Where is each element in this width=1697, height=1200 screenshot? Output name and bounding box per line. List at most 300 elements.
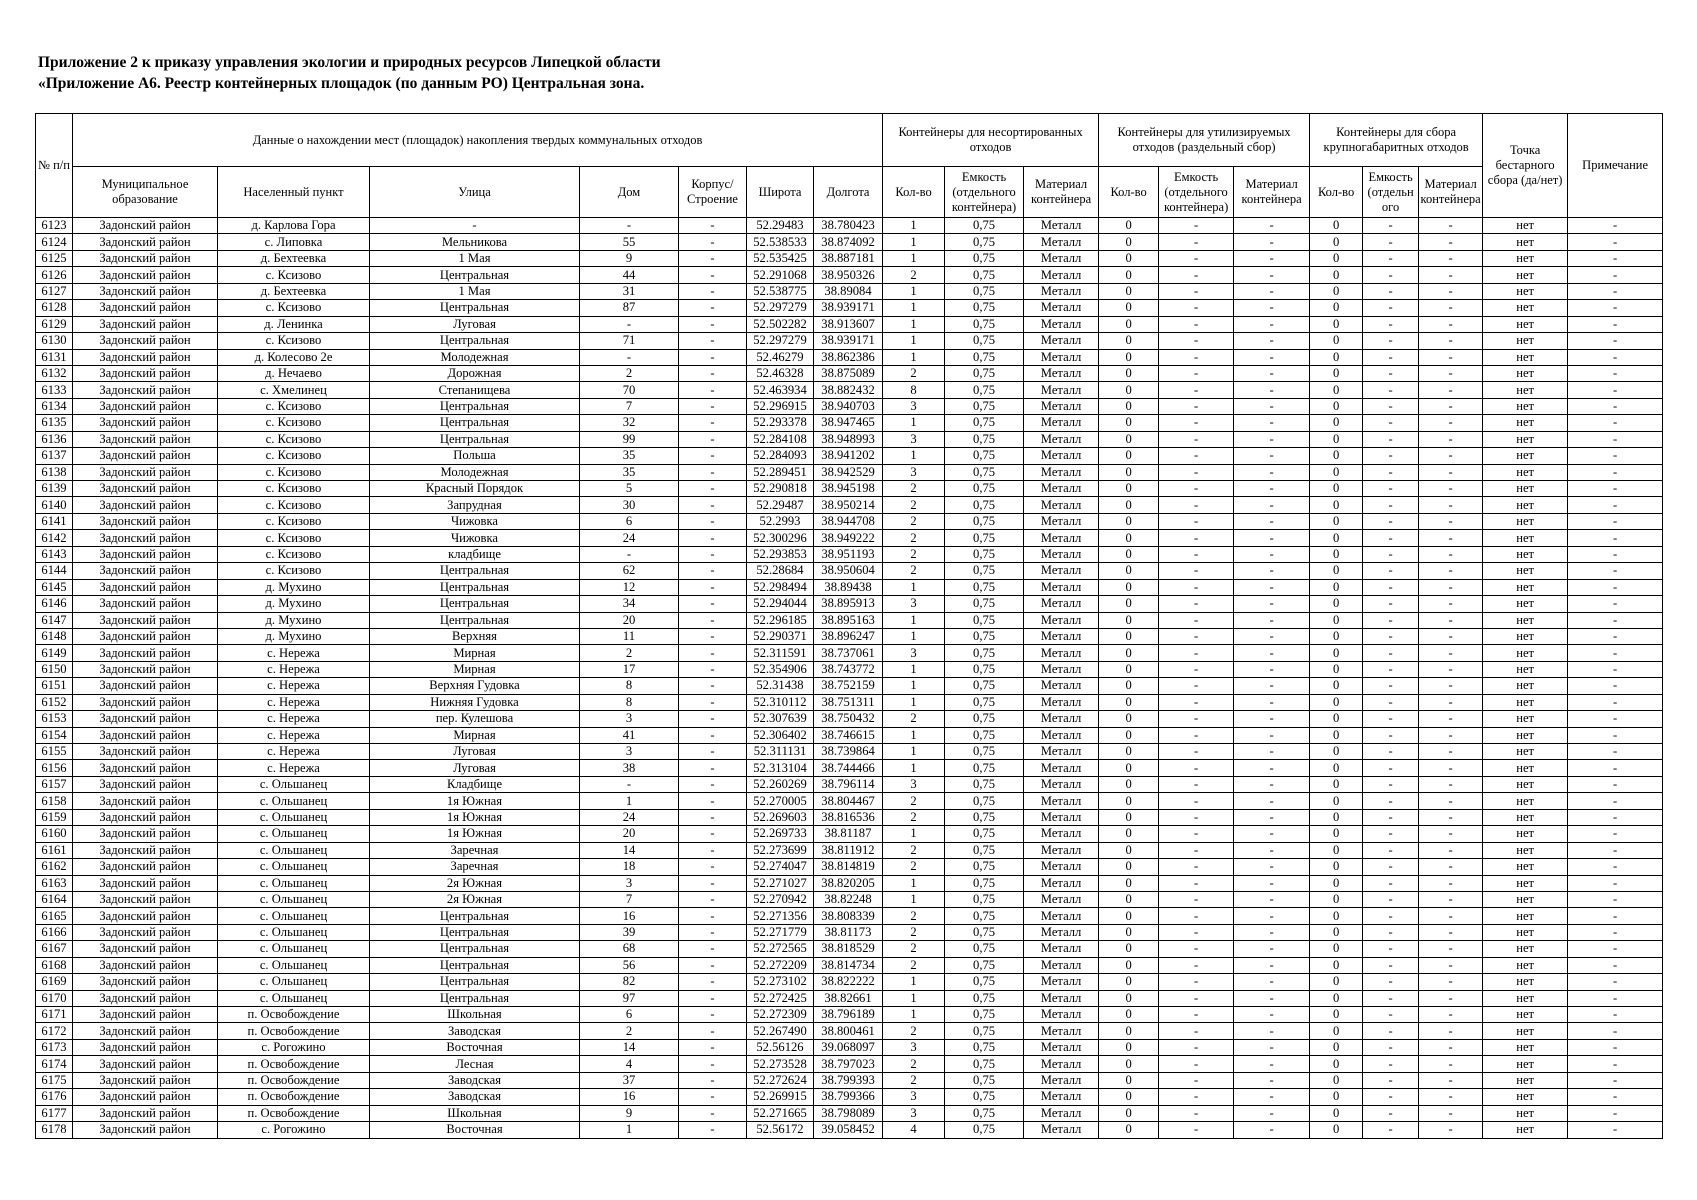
cell-unsorted-capacity: 0,75	[945, 875, 1024, 891]
cell-unsorted-material: Металл	[1024, 875, 1099, 891]
cell-municipality: Задонский район	[73, 267, 218, 283]
cell-recycled-capacity: -	[1159, 234, 1234, 250]
cell-recycled-material: -	[1234, 1122, 1310, 1138]
cell-municipality: Задонский район	[73, 908, 218, 924]
cell-settlement: с. Ольшанец	[218, 793, 370, 809]
table-row	[36, 382, 1663, 398]
cell-recycled-capacity: -	[1159, 448, 1234, 464]
cell-unsorted-capacity: 0,75	[945, 990, 1024, 1006]
cell-note: -	[1568, 1056, 1663, 1072]
cell-num: 6130	[36, 333, 73, 349]
cell-municipality: Задонский район	[73, 661, 218, 677]
cell-municipality: Задонский район	[73, 612, 218, 628]
cell-note: -	[1568, 218, 1663, 234]
cell-num: 6170	[36, 990, 73, 1006]
title-line-2: «Приложение А6. Реестр контейнерных площадок (по данным РО) Центральная зона.	[38, 75, 645, 92]
cell-unsorted-capacity: 0,75	[945, 267, 1024, 283]
cell-street: Центральная	[370, 957, 580, 973]
cell-unsorted-count: 1	[883, 415, 945, 431]
cell-unsorted-count: 2	[883, 711, 945, 727]
cell-recycled-count: 0	[1099, 481, 1159, 497]
cell-recycled-count: 0	[1099, 250, 1159, 266]
table-row	[36, 776, 1663, 792]
cell-house: 24	[580, 809, 679, 825]
cell-unsorted-material: Металл	[1024, 365, 1099, 381]
cell-note: -	[1568, 826, 1663, 842]
cell-note: -	[1568, 398, 1663, 414]
cell-unsorted-material: Металл	[1024, 957, 1099, 973]
cell-point: нет	[1483, 908, 1568, 924]
cell-building: -	[679, 513, 747, 529]
cell-recycled-material: -	[1234, 530, 1310, 546]
cell-street: 2я Южная	[370, 891, 580, 907]
cell-point: нет	[1483, 875, 1568, 891]
cell-recycled-count: 0	[1099, 382, 1159, 398]
cell-municipality: Задонский район	[73, 513, 218, 529]
cell-num: 6125	[36, 250, 73, 266]
cell-lon: 38.739864	[814, 744, 883, 760]
cell-recycled-count: 0	[1099, 891, 1159, 907]
cell-num: 6159	[36, 809, 73, 825]
cell-unsorted-material: Металл	[1024, 1105, 1099, 1121]
cell-point: нет	[1483, 809, 1568, 825]
cell-point: нет	[1483, 776, 1568, 792]
cell-street: Дорожная	[370, 365, 580, 381]
cell-unsorted-material: Металл	[1024, 645, 1099, 661]
cell-unsorted-count: 1	[883, 448, 945, 464]
header-unsorted-capacity: Емкость (отдельного контейнера)	[945, 167, 1024, 218]
cell-recycled-material: -	[1234, 628, 1310, 644]
cell-municipality: Задонский район	[73, 924, 218, 940]
cell-recycled-material: -	[1234, 283, 1310, 299]
cell-point: нет	[1483, 431, 1568, 447]
cell-unsorted-count: 1	[883, 826, 945, 842]
cell-recycled-count: 0	[1099, 875, 1159, 891]
cell-settlement: с. Ольшанец	[218, 809, 370, 825]
cell-municipality: Задонский район	[73, 760, 218, 776]
table-row	[36, 283, 1663, 299]
cell-house: 97	[580, 990, 679, 1006]
header-point: Точка бестарного сбора (да/нет)	[1483, 114, 1568, 218]
cell-recycled-capacity: -	[1159, 513, 1234, 529]
cell-unsorted-count: 2	[883, 842, 945, 858]
cell-unsorted-count: 2	[883, 809, 945, 825]
cell-street: Мельникова	[370, 234, 580, 250]
cell-street: Заречная	[370, 842, 580, 858]
cell-unsorted-count: 1	[883, 760, 945, 776]
cell-house: 31	[580, 283, 679, 299]
cell-recycled-material: -	[1234, 891, 1310, 907]
cell-note: -	[1568, 1023, 1663, 1039]
cell-recycled-count: 0	[1099, 744, 1159, 760]
table-row	[36, 1072, 1663, 1088]
cell-street: Чижовка	[370, 513, 580, 529]
cell-bulky-capacity: -	[1363, 415, 1419, 431]
cell-unsorted-count: 3	[883, 776, 945, 792]
cell-bulky-capacity: -	[1363, 513, 1419, 529]
cell-street: Центральная	[370, 974, 580, 990]
cell-municipality: Задонский район	[73, 1039, 218, 1055]
cell-building: -	[679, 974, 747, 990]
cell-num: 6147	[36, 612, 73, 628]
cell-note: -	[1568, 563, 1663, 579]
cell-recycled-count: 0	[1099, 727, 1159, 743]
table-row	[36, 579, 1663, 595]
cell-settlement: с. Ольшанец	[218, 826, 370, 842]
cell-lon: 38.895913	[814, 596, 883, 612]
cell-num: 6128	[36, 300, 73, 316]
cell-settlement: с. Нережа	[218, 661, 370, 677]
cell-settlement: с. Ксизово	[218, 398, 370, 414]
cell-note: -	[1568, 382, 1663, 398]
cell-municipality: Задонский район	[73, 628, 218, 644]
header-house: Дом	[580, 167, 679, 218]
cell-street: Польша	[370, 448, 580, 464]
cell-note: -	[1568, 546, 1663, 562]
cell-lon: 38.744466	[814, 760, 883, 776]
cell-note: -	[1568, 727, 1663, 743]
cell-municipality: Задонский район	[73, 234, 218, 250]
cell-street: Заводская	[370, 1023, 580, 1039]
cell-bulky-material: -	[1419, 497, 1483, 513]
cell-street: пер. Кулешова	[370, 711, 580, 727]
cell-note: -	[1568, 349, 1663, 365]
cell-unsorted-count: 1	[883, 661, 945, 677]
cell-settlement: с. Ольшанец	[218, 875, 370, 891]
cell-recycled-material: -	[1234, 481, 1310, 497]
cell-num: 6163	[36, 875, 73, 891]
cell-num: 6127	[36, 283, 73, 299]
cell-bulky-capacity: -	[1363, 1039, 1419, 1055]
cell-settlement: с. Ксизово	[218, 530, 370, 546]
table-row	[36, 990, 1663, 1006]
cell-bulky-count: 0	[1310, 1122, 1363, 1138]
cell-note: -	[1568, 513, 1663, 529]
cell-unsorted-count: 1	[883, 694, 945, 710]
cell-bulky-count: 0	[1310, 678, 1363, 694]
cell-lat: 52.2993	[747, 513, 814, 529]
cell-building: -	[679, 1089, 747, 1105]
cell-recycled-capacity: -	[1159, 744, 1234, 760]
cell-note: -	[1568, 628, 1663, 644]
cell-settlement: д. Карлова Гора	[218, 218, 370, 234]
cell-unsorted-material: Металл	[1024, 760, 1099, 776]
cell-lon: 38.950326	[814, 267, 883, 283]
header-unsorted-count: Кол-во	[883, 167, 945, 218]
table-header	[36, 114, 1663, 218]
cell-num: 6176	[36, 1089, 73, 1105]
cell-bulky-count: 0	[1310, 234, 1363, 250]
cell-bulky-capacity: -	[1363, 563, 1419, 579]
cell-municipality: Задонский район	[73, 398, 218, 414]
cell-street: 1 Мая	[370, 283, 580, 299]
cell-note: -	[1568, 711, 1663, 727]
cell-building: -	[679, 497, 747, 513]
cell-bulky-capacity: -	[1363, 596, 1419, 612]
cell-building: -	[679, 448, 747, 464]
cell-bulky-capacity: -	[1363, 793, 1419, 809]
cell-unsorted-material: Металл	[1024, 513, 1099, 529]
cell-point: нет	[1483, 727, 1568, 743]
cell-street: Луговая	[370, 760, 580, 776]
table-row	[36, 612, 1663, 628]
cell-recycled-capacity: -	[1159, 924, 1234, 940]
cell-bulky-material: -	[1419, 431, 1483, 447]
cell-bulky-material: -	[1419, 530, 1483, 546]
cell-unsorted-material: Металл	[1024, 267, 1099, 283]
cell-lon: 38.939171	[814, 333, 883, 349]
cell-unsorted-count: 1	[883, 990, 945, 1006]
cell-building: -	[679, 382, 747, 398]
cell-building: -	[679, 661, 747, 677]
cell-house: 3	[580, 744, 679, 760]
cell-municipality: Задонский район	[73, 891, 218, 907]
cell-unsorted-capacity: 0,75	[945, 481, 1024, 497]
cell-lat: 52.56126	[747, 1039, 814, 1055]
cell-settlement: с. Хмелинец	[218, 382, 370, 398]
cell-building: -	[679, 333, 747, 349]
cell-lon: 38.816536	[814, 809, 883, 825]
cell-unsorted-capacity: 0,75	[945, 1023, 1024, 1039]
cell-house: 7	[580, 891, 679, 907]
cell-recycled-count: 0	[1099, 1039, 1159, 1055]
cell-bulky-count: 0	[1310, 612, 1363, 628]
cell-unsorted-count: 3	[883, 464, 945, 480]
cell-note: -	[1568, 809, 1663, 825]
cell-street: 1я Южная	[370, 809, 580, 825]
cell-house: 87	[580, 300, 679, 316]
cell-num: 6174	[36, 1056, 73, 1072]
cell-recycled-material: -	[1234, 300, 1310, 316]
cell-building: -	[679, 234, 747, 250]
cell-lon: 38.811912	[814, 842, 883, 858]
cell-note: -	[1568, 776, 1663, 792]
cell-unsorted-capacity: 0,75	[945, 809, 1024, 825]
cell-recycled-material: -	[1234, 1023, 1310, 1039]
cell-recycled-material: -	[1234, 431, 1310, 447]
cell-bulky-count: 0	[1310, 924, 1363, 940]
cell-note: -	[1568, 283, 1663, 299]
cell-unsorted-capacity: 0,75	[945, 234, 1024, 250]
cell-bulky-capacity: -	[1363, 333, 1419, 349]
cell-municipality: Задонский район	[73, 957, 218, 973]
cell-bulky-material: -	[1419, 661, 1483, 677]
table-row	[36, 431, 1663, 447]
cell-bulky-material: -	[1419, 234, 1483, 250]
cell-unsorted-count: 2	[883, 267, 945, 283]
cell-recycled-material: -	[1234, 661, 1310, 677]
cell-point: нет	[1483, 1122, 1568, 1138]
cell-bulky-count: 0	[1310, 513, 1363, 529]
cell-unsorted-count: 4	[883, 1122, 945, 1138]
cell-street: Центральная	[370, 990, 580, 1006]
cell-point: нет	[1483, 661, 1568, 677]
cell-unsorted-count: 1	[883, 218, 945, 234]
table-row	[36, 316, 1663, 332]
cell-bulky-count: 0	[1310, 415, 1363, 431]
cell-note: -	[1568, 250, 1663, 266]
cell-recycled-count: 0	[1099, 826, 1159, 842]
cell-street: Школьная	[370, 1007, 580, 1023]
cell-note: -	[1568, 924, 1663, 940]
cell-street: -	[370, 218, 580, 234]
cell-building: -	[679, 908, 747, 924]
cell-recycled-material: -	[1234, 546, 1310, 562]
cell-settlement: с. Нережа	[218, 711, 370, 727]
table-row	[36, 464, 1663, 480]
cell-lon: 38.750432	[814, 711, 883, 727]
cell-street: Центральная	[370, 333, 580, 349]
cell-street: Чижовка	[370, 530, 580, 546]
cell-street: 1я Южная	[370, 826, 580, 842]
cell-settlement: д. Мухино	[218, 612, 370, 628]
cell-recycled-material: -	[1234, 974, 1310, 990]
cell-num: 6160	[36, 826, 73, 842]
cell-lat: 52.463934	[747, 382, 814, 398]
cell-note: -	[1568, 300, 1663, 316]
cell-building: -	[679, 793, 747, 809]
cell-lat: 52.296915	[747, 398, 814, 414]
cell-unsorted-capacity: 0,75	[945, 694, 1024, 710]
cell-num: 6140	[36, 497, 73, 513]
cell-point: нет	[1483, 957, 1568, 973]
cell-settlement: д. Мухино	[218, 579, 370, 595]
cell-unsorted-capacity: 0,75	[945, 546, 1024, 562]
table-row	[36, 497, 1663, 513]
cell-lat: 52.271665	[747, 1105, 814, 1121]
cell-recycled-count: 0	[1099, 1122, 1159, 1138]
cell-recycled-capacity: -	[1159, 530, 1234, 546]
header-settlement: Населенный пункт	[218, 167, 370, 218]
cell-unsorted-material: Металл	[1024, 990, 1099, 1006]
title-line-1: Приложение 2 к приказу управления экологии и природных ресурсов Липецкой области	[38, 54, 661, 71]
cell-unsorted-capacity: 0,75	[945, 859, 1024, 875]
cell-num: 6165	[36, 908, 73, 924]
cell-recycled-material: -	[1234, 678, 1310, 694]
cell-num: 6135	[36, 415, 73, 431]
cell-bulky-count: 0	[1310, 1023, 1363, 1039]
cell-point: нет	[1483, 596, 1568, 612]
cell-bulky-count: 0	[1310, 859, 1363, 875]
cell-unsorted-capacity: 0,75	[945, 661, 1024, 677]
cell-bulky-material: -	[1419, 744, 1483, 760]
cell-recycled-capacity: -	[1159, 908, 1234, 924]
cell-street: Заводская	[370, 1072, 580, 1088]
cell-municipality: Задонский район	[73, 1007, 218, 1023]
cell-municipality: Задонский район	[73, 481, 218, 497]
cell-recycled-capacity: -	[1159, 974, 1234, 990]
cell-house: 2	[580, 1023, 679, 1039]
cell-settlement: с. Ольшанец	[218, 957, 370, 973]
cell-num: 6134	[36, 398, 73, 414]
cell-unsorted-material: Металл	[1024, 924, 1099, 940]
cell-unsorted-material: Металл	[1024, 563, 1099, 579]
cell-settlement: с. Ольшанец	[218, 924, 370, 940]
cell-bulky-capacity: -	[1363, 612, 1419, 628]
table-row	[36, 760, 1663, 776]
cell-municipality: Задонский район	[73, 793, 218, 809]
cell-unsorted-material: Металл	[1024, 1072, 1099, 1088]
cell-settlement: с. Рогожино	[218, 1039, 370, 1055]
cell-bulky-count: 0	[1310, 990, 1363, 1006]
cell-municipality: Задонский район	[73, 727, 218, 743]
cell-bulky-count: 0	[1310, 727, 1363, 743]
cell-num: 6129	[36, 316, 73, 332]
cell-bulky-capacity: -	[1363, 218, 1419, 234]
cell-lon: 38.913607	[814, 316, 883, 332]
cell-bulky-material: -	[1419, 481, 1483, 497]
cell-lon: 38.942529	[814, 464, 883, 480]
cell-unsorted-material: Металл	[1024, 678, 1099, 694]
cell-recycled-count: 0	[1099, 842, 1159, 858]
cell-recycled-capacity: -	[1159, 267, 1234, 283]
cell-unsorted-material: Металл	[1024, 316, 1099, 332]
cell-num: 6175	[36, 1072, 73, 1088]
cell-note: -	[1568, 908, 1663, 924]
cell-recycled-material: -	[1234, 316, 1310, 332]
cell-bulky-count: 0	[1310, 382, 1363, 398]
cell-recycled-count: 0	[1099, 365, 1159, 381]
cell-recycled-capacity: -	[1159, 563, 1234, 579]
cell-point: нет	[1483, 530, 1568, 546]
cell-bulky-count: 0	[1310, 628, 1363, 644]
cell-recycled-material: -	[1234, 776, 1310, 792]
cell-house: 20	[580, 826, 679, 842]
cell-unsorted-capacity: 0,75	[945, 218, 1024, 234]
cell-recycled-count: 0	[1099, 793, 1159, 809]
cell-bulky-material: -	[1419, 398, 1483, 414]
cell-house: 6	[580, 1007, 679, 1023]
cell-bulky-material: -	[1419, 842, 1483, 858]
cell-settlement: с. Ольшанец	[218, 776, 370, 792]
cell-unsorted-count: 1	[883, 579, 945, 595]
cell-settlement: с. Ксизово	[218, 431, 370, 447]
cell-recycled-material: -	[1234, 234, 1310, 250]
cell-point: нет	[1483, 250, 1568, 266]
cell-recycled-count: 0	[1099, 990, 1159, 1006]
table-row	[36, 809, 1663, 825]
cell-bulky-capacity: -	[1363, 1056, 1419, 1072]
cell-unsorted-material: Металл	[1024, 218, 1099, 234]
cell-municipality: Задонский район	[73, 415, 218, 431]
cell-unsorted-capacity: 0,75	[945, 365, 1024, 381]
cell-recycled-capacity: -	[1159, 957, 1234, 973]
cell-lat: 52.269603	[747, 809, 814, 825]
cell-lat: 52.290818	[747, 481, 814, 497]
cell-lat: 52.271027	[747, 875, 814, 891]
cell-unsorted-count: 2	[883, 1056, 945, 1072]
cell-recycled-count: 0	[1099, 218, 1159, 234]
cell-lon: 39.058452	[814, 1122, 883, 1138]
cell-bulky-material: -	[1419, 1039, 1483, 1055]
cell-bulky-count: 0	[1310, 826, 1363, 842]
cell-bulky-material: -	[1419, 727, 1483, 743]
table-row	[36, 481, 1663, 497]
cell-recycled-material: -	[1234, 464, 1310, 480]
table-row	[36, 727, 1663, 743]
cell-recycled-count: 0	[1099, 809, 1159, 825]
cell-lon: 38.896247	[814, 628, 883, 644]
cell-unsorted-capacity: 0,75	[945, 974, 1024, 990]
cell-num: 6168	[36, 957, 73, 973]
cell-lat: 52.267490	[747, 1023, 814, 1039]
cell-bulky-count: 0	[1310, 974, 1363, 990]
cell-recycled-material: -	[1234, 727, 1310, 743]
cell-house: 11	[580, 628, 679, 644]
cell-house: 4	[580, 1056, 679, 1072]
document-heading	[38, 52, 661, 94]
cell-note: -	[1568, 974, 1663, 990]
